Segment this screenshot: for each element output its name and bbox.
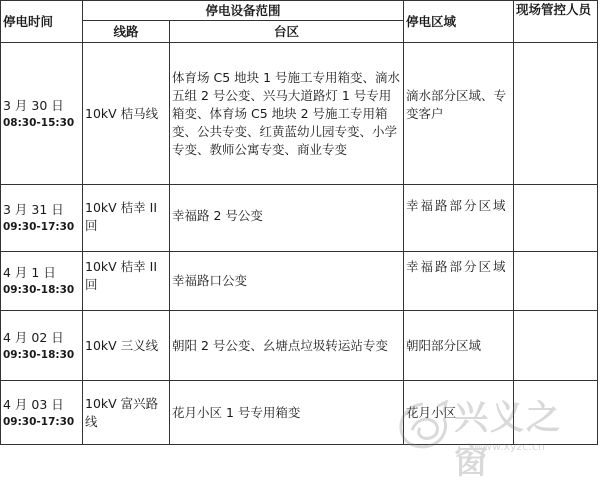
table-row bbox=[1, 311, 598, 381]
header-area: 停电区域 bbox=[404, 1, 514, 43]
staff-cell bbox=[514, 381, 598, 445]
station-cell: 体育场 C5 地块 1 号施工专用箱变、滴水五组 2 号公变、兴马大道路灯 1 号专用箱变、体育场 C5 地块 2 号施工专用箱变、公共专变、红黄蓝幼儿园专变、小学专变、教师公寓专变、商业专变 bbox=[170, 43, 404, 185]
header-row bbox=[1, 1, 598, 21]
area-cell: 幸福路部分区域 bbox=[404, 185, 514, 252]
area-cell: 朝阳部分区域 bbox=[404, 311, 514, 381]
table-row bbox=[1, 43, 598, 185]
outage-date: 4 月 02 日 bbox=[3, 329, 64, 345]
station-cell: 朝阳 2 号公变、幺塘点垃圾转运站专变 bbox=[170, 311, 404, 381]
station-cell: 幸福路口公变 bbox=[170, 252, 404, 311]
outage-time: 09:30-17:30 bbox=[3, 415, 75, 428]
time-cell bbox=[1, 252, 83, 311]
line-cell: 10kV 三义线 bbox=[83, 311, 170, 381]
line-cell: 10kV 富兴路线 bbox=[83, 381, 170, 445]
table-row bbox=[1, 185, 598, 252]
outage-date: 4 月 1 日 bbox=[3, 265, 56, 280]
area-cell: 幸福路部分区域 bbox=[404, 252, 514, 311]
time-cell bbox=[1, 311, 83, 381]
outage-time: 09:30-18:30 bbox=[3, 348, 75, 361]
staff-cell bbox=[514, 252, 598, 311]
outage-time: 08:30-15:30 bbox=[3, 116, 75, 129]
watermark-url: www.xyzc.cn bbox=[474, 440, 545, 453]
header-staff: 现场管控人员 bbox=[514, 1, 598, 43]
time-cell bbox=[1, 381, 83, 445]
outage-time: 09:30-17:30 bbox=[3, 221, 75, 233]
line-cell: 10kV 桔幸 II 回 bbox=[83, 252, 170, 311]
outage-time: 09:30-18:30 bbox=[3, 284, 75, 296]
outage-date: 4 月 03 日 bbox=[3, 396, 64, 412]
header-line: 线路 bbox=[83, 21, 170, 43]
line-cell: 10kV 桔幸 II 回 bbox=[83, 185, 170, 252]
area-cell: 滴水部分区域、专变客户 bbox=[404, 43, 514, 185]
station-cell: 花月小区 1 号专用箱变 bbox=[170, 381, 404, 445]
watermark-text: 兴义之窗 bbox=[454, 398, 562, 482]
outage-date: 3 月 30 日 bbox=[3, 97, 64, 113]
table-row bbox=[1, 252, 598, 311]
outage-date: 3 月 31 日 bbox=[3, 202, 64, 217]
area-cell: 花月小区 bbox=[404, 381, 514, 445]
staff-cell bbox=[514, 43, 598, 185]
header-scope: 停电设备范围 bbox=[83, 1, 404, 21]
staff-cell bbox=[514, 311, 598, 381]
staff-cell bbox=[514, 185, 598, 252]
header-time: 停电时间 bbox=[1, 1, 83, 43]
table-row bbox=[1, 381, 598, 445]
line-cell: 10kV 桔马线 bbox=[83, 43, 170, 185]
station-cell: 幸福路 2 号公变 bbox=[170, 185, 404, 252]
time-cell bbox=[1, 43, 83, 185]
header-station: 台区 bbox=[170, 21, 404, 43]
time-cell bbox=[1, 185, 83, 252]
